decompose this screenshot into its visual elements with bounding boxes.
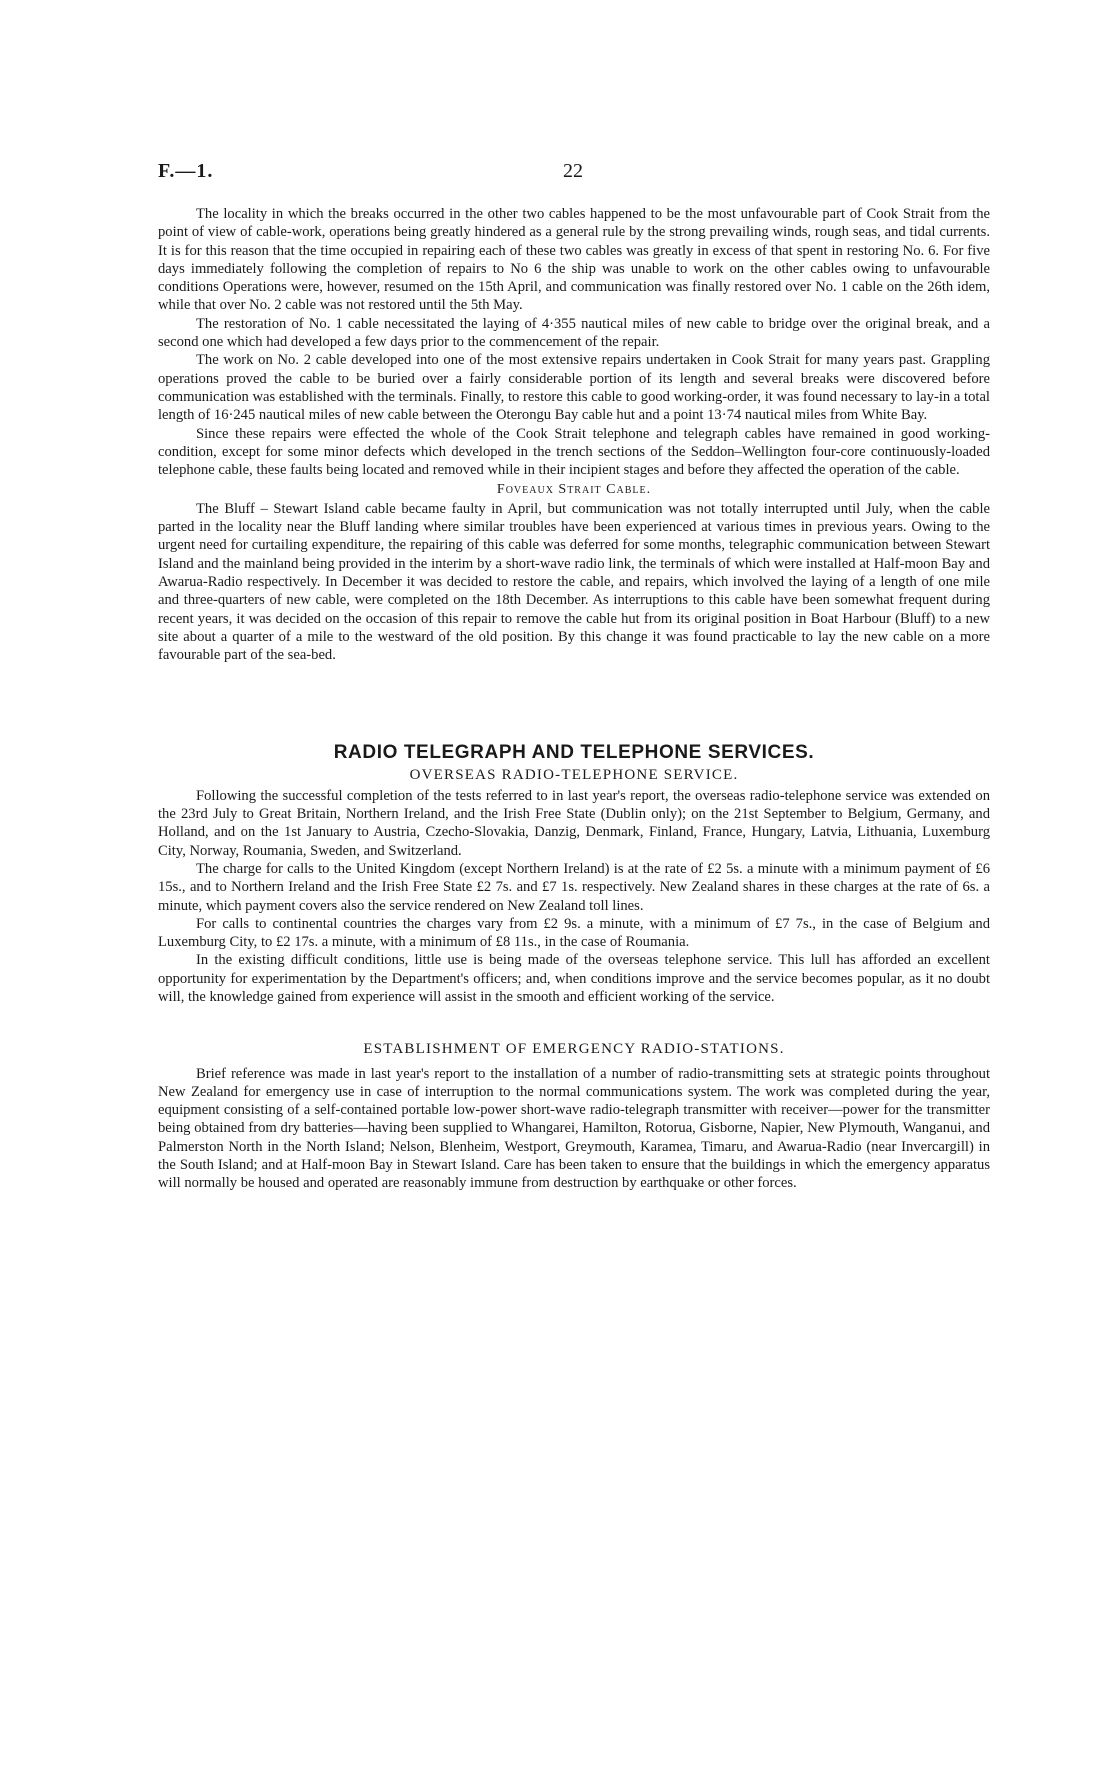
paragraph: Brief reference was made in last year's report to the installation of a number of radio-transmitting sets at strategic points throughout New Zealand for emergency use in case of interruption to the normal communications system. The work was completed during the year, equipment consisting of a self-contained portable low-power short-wave radio-telegraph transmitter with receiver—power for the transmitter being obtained from dry batteries—having been supplied to Whangarei, Hamilton, Rotorua, Gisborne, Napier, New Plymouth, Wanganui, and Palmerston North in the North Island; Nelson, Blenheim, Westport, Greymouth, Karamea, Timaru, and Awarua-Radio (near Invercargill) in the South Island; and at Half-moon Bay in Stewart Island. Care has been taken to ensure that the buildings in which the emergency apparatus will normally be housed and operated are reasonably immune from destruction by earthquake or other forces. [158,1065,990,1192]
section-heading: RADIO TELEGRAPH AND TELEPHONE SERVICES. [333,742,815,764]
paragraph: The charge for calls to the United Kingdom (except Northern Ireland) is at the rate of £2 5s. a minute with a minimum payment of £6 15s., and to Northern Ireland and the Irish Free State £2 7s. and £7 1s. respectively. New Zealand shares in these charges at the rate of 6s. a minute, which payment covers also the service rendered on New Zealand toll lines. [158,860,990,914]
paragraph: The work on No. 2 cable developed into one of the most extensive repairs undertaken in Cook Strait for many years past. Grappling operations proved the cable to be buried over a fairly considerable portion of its length and several breaks were discovered before communication was established with the terminals. Finally, to restore this cable to good working-order, it was found necessary to lay-in a total length of 16·245 nautical miles of new cable between the Oterongu Bay cable hut and a point 13·74 nautical miles from White Bay. [158,352,990,424]
paragraph: The locality in which the breaks occurred in the other two cables happened to be the most unfavourable part of Cook Strait from the point of view of cable-work, operations being greatly hindered as a general rule by the strong prevailing winds, rough seas, and tidal currents. It is for this reason that the time occupied in repairing each of these two cables was greatly in excess of that spent in restoring No. 6. For five days immediately following the completion of repairs to No 6 the ship was unable to work on the other cables owing to unfavourable conditions Operations were, however, resumed on the 15th April, and communication was finally restored over No. 1 cable on the 26th idem, while that over No. 2 cable was not restored until the 5th May. [158,206,990,314]
paragraph: Following the successful completion of the tests referred to in last year's report, the overseas radio-telephone service was extended on the 23rd July to Great Britain, Northern Ireland, and the Irish Free State (Dublin only); on the 21st September to Belgium, Germany, and Holland, and on the 1st January to Austria, Czecho-Slovakia, Danzig, Denmark, Finland, France, Hungary, Latvia, Lithuania, Luxemburg City, Norway, Roumania, Sweden, and Switzerland. [158,787,990,859]
foveaux-strait-section [158,481,990,664]
section-subheading: Foveaux Strait Cable. [496,482,652,498]
page-body [158,205,990,1193]
cook-strait-section [158,205,990,479]
section-subheading: ESTABLISHMENT OF EMERGENCY RADIO-STATIONS. [363,1041,785,1058]
report-reference: F.—1. [158,160,214,182]
section-subheading: OVERSEAS RADIO-TELEPHONE SERVICE. [409,767,739,784]
paragraph: Since these repairs were effected the whole of the Cook Strait telephone and telegraph cables have remained in good working-condition, except for some minor defects which developed in the trench sections of the Seddon–Wellington four-core continuously-loaded telephone cable, these faults being located and removed while in their incipient stages and before they affected the operation of the cable. [158,425,990,479]
paragraph: For calls to continental countries the charges vary from £2 9s. a minute, with a minimum of £7 7s., in the case of Belgium and Luxemburg City, to £2 17s. a minute, with a minimum of £8 11s., in the case of Roumania. [158,915,990,951]
emergency-stations-section [158,1040,990,1192]
paragraph: In the existing difficult conditions, little use is being made of the overseas telephone service. This lull has afforded an excellent opportunity for experimentation by the Department's officers; and, when conditions improve and the service becomes popular, as it no doubt will, the knowledge gained from experience will assist in the smooth and efficient working of the service. [158,952,990,1005]
paragraph: The Bluff – Stewart Island cable became faulty in April, but communication was not totally interrupted until July, when the cable parted in the locality near the Bluff landing where similar troubles have been experienced at various times in previous years. Owing to the urgent need for curtailing expenditure, the repairing of this cable was deferred for some months, telegraphic communication between Stewart Island and the mainland being provided in the interim by a short-wave radio link, the terminals of which were installed at Half-moon Bay and Awarua-Radio respectively. In December it was decided to restore the cable, and repairs, which involved the laying of a length of one mile and three-quarters of new cable, were completed on the 18th December. As interruptions to this cable have been somewhat frequent during recent years, it was decided on the occasion of this repair to remove the cable hut from its original position in Boat Harbour (Bluff) to a new site about a quarter of a mile to the westward of the old position. By this change it was found practicable to lay the new cable on a more favourable part of the sea-bed. [158,500,990,664]
radio-services-section [158,740,990,1006]
paragraph: The restoration of No. 1 cable necessitated the laying of 4·355 nautical miles of new cable to bridge over the original break, and a second one which had developed a few days prior to the commencement of the repair. [158,315,990,351]
page-number: 22 [563,160,583,182]
page-header [158,160,988,190]
